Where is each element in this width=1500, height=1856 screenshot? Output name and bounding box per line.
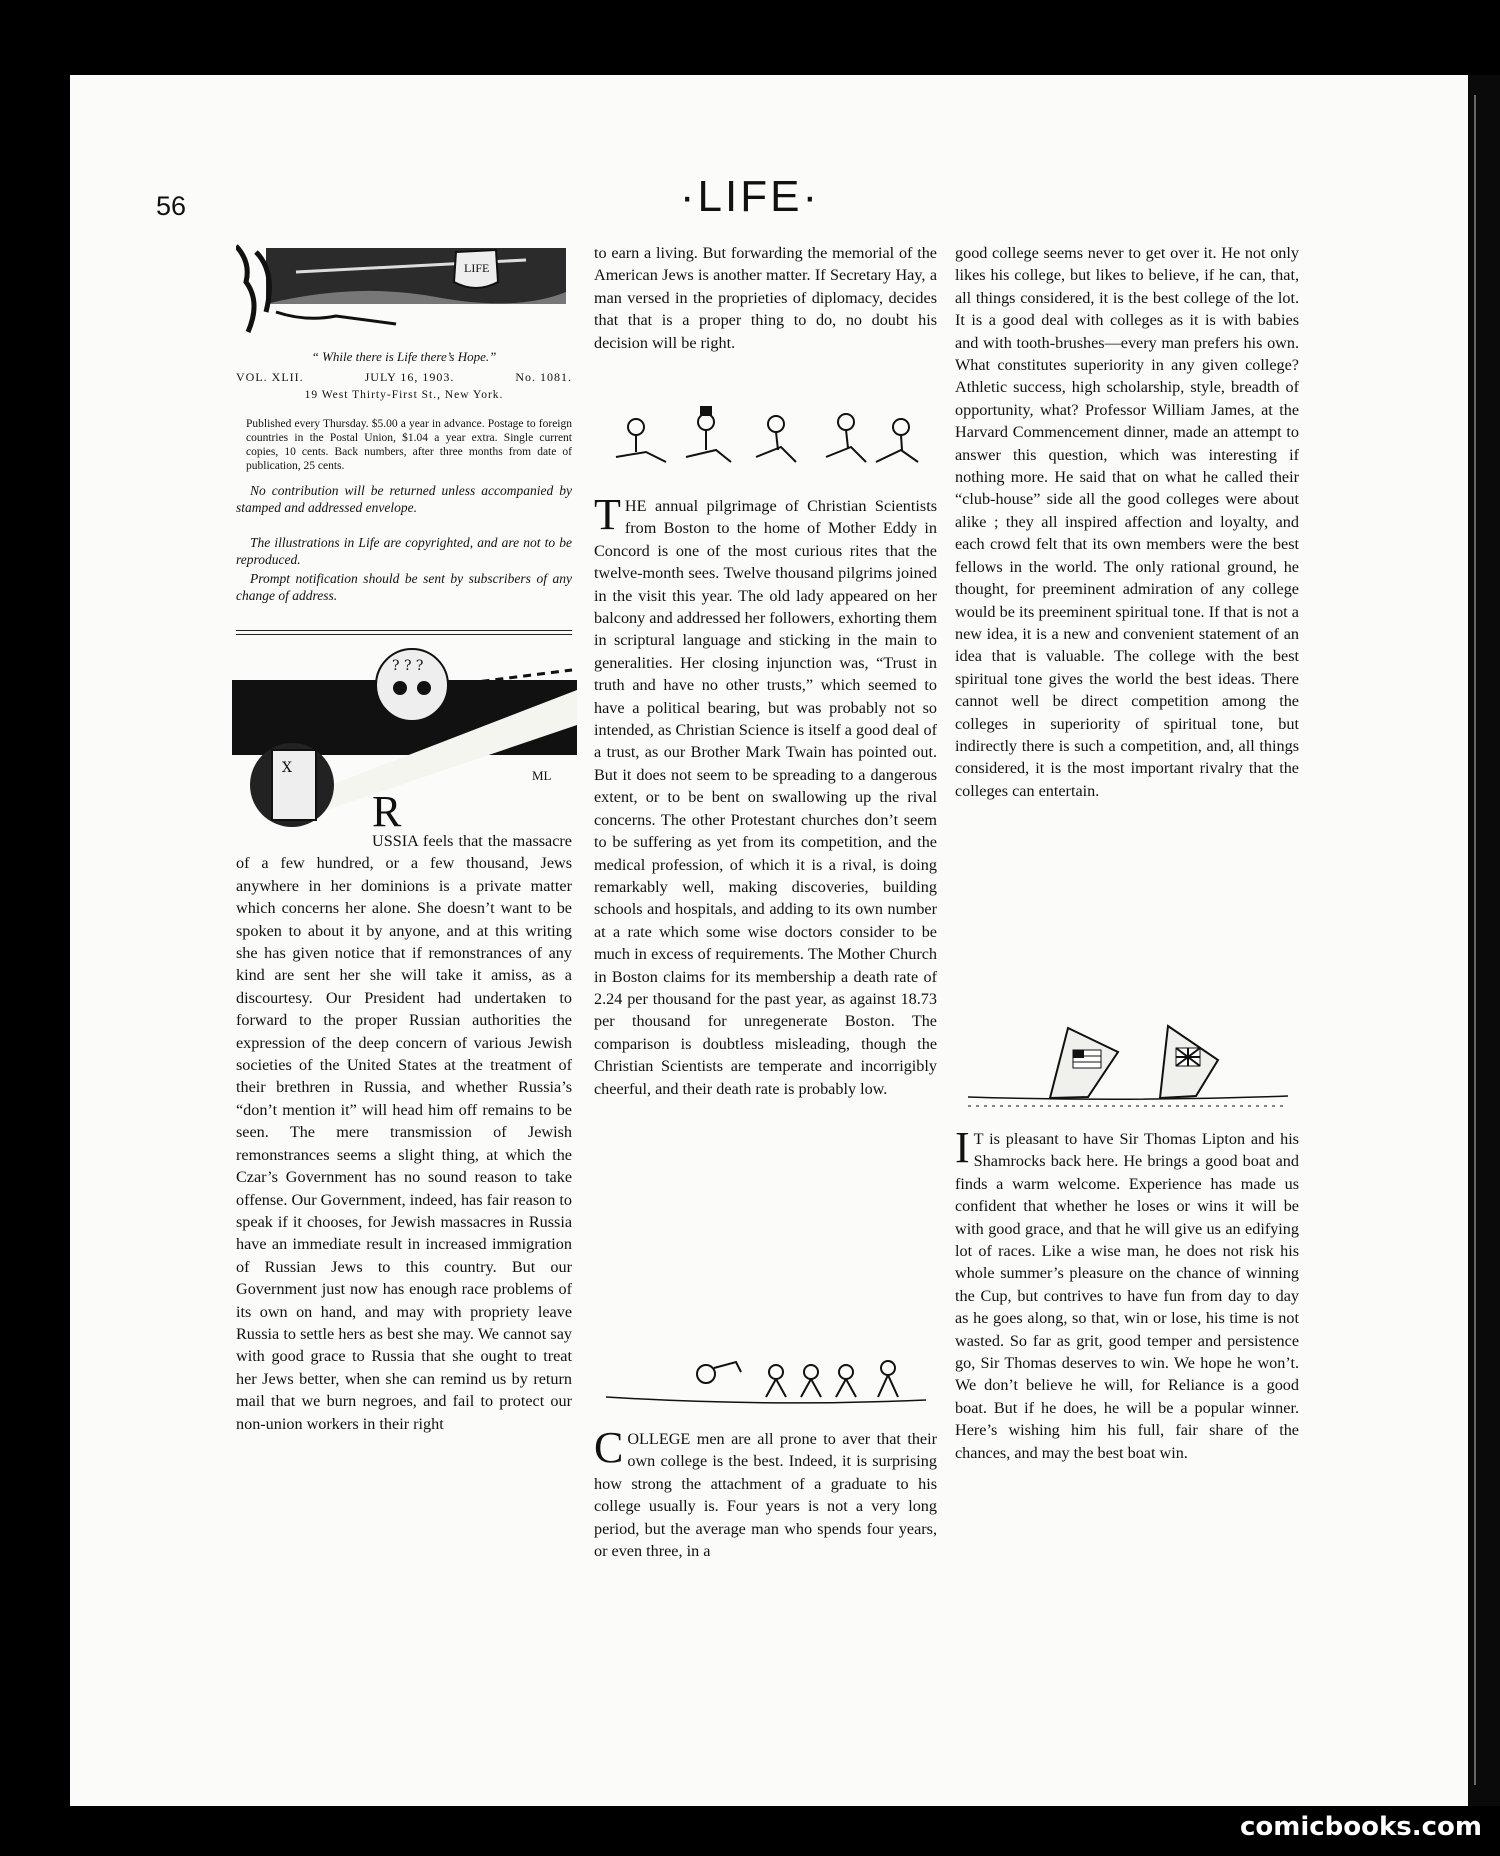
russia-dropcap: R [372,787,402,836]
artist-signature: ML [532,768,552,783]
address-change-note: Prompt notification should be sent by subscribers of any change of address. [236,571,572,603]
issue-number: No. 1081. [515,370,572,384]
marching-figures-illustration [606,402,926,472]
publication-note: Published every Thursday. $5.00 a year in advance. Postage to foreign countries in the Postal Union, $1.04 a year extra. Single current copies, 10 cents. Back numbers, after three months from date of publication, 25 cents. [246,418,572,472]
college-article-body: OLLEGE men are all prone to aver that their own college is the best. Indeed, it is surprising how strong the attachment of a graduate to his college usually is. Four years is not a very long period, but the average man who spends four years, or even three, in a [594,1430,937,1561]
svg-text:X: X [282,760,292,776]
svg-text:? ? ?: ? ? ? [392,658,424,674]
volume-line [236,370,572,385]
page-number: 56 [156,191,187,221]
yachts-illustration [968,1022,1288,1114]
russia-article [236,787,572,1435]
lipton-article-body: T is pleasant to have Sir Thomas Lipton and his Shamrocks back here. He brings a good boat and finds a warm welcome. Experience has made us confident that whether he loses or wins it will be with good grace, and that he will give us an edifying lot of races. Like a wise man, he does not risk his whole summer’s pleasure on the chance of winning the Cup, but contrives to have fun from day to day as he goes along, so that, win or lose, his time is not wasted. So far as grit, good temper and persistence go, Sir Thomas deserves to win. We hope he won’t. We don’t believe he will, for Reliance is a good boat. But if he does, he will be a popular winner. Here’s wishing him his full, fair share of the chances, and may the best boat win. [955,1130,1299,1462]
running-figures-illustration [606,1352,926,1412]
facing-page-edge [1468,75,1500,1806]
motto: “ While there is Life there’s Hope.” [311,349,497,364]
eddy-article-body: HE annual pilgrimage of Christian Scientists from Boston to the home of Mother Eddy in Concord is one of the most curious rites that the twelve-month sees. Twelve thousand pilgrims joined in the visit this year. The old lady appeared on her balcony and addressed her followers, exhorting them in scriptural language and sticking in the main to generalities. Her closing injunction was, “Trust in truth and have no other trusts,” which seemed to have a political bearing, but was probably not so intended, as Christian Science is itself a good deal of a trust, as our Brother Mark Twain has pointed out. But it does not seem to be spreading to a dangerous extent, or to be bent on swallowing up the rival concerns. The other Protestant churches don’t seem to be suffering as yet from its competition, and the medical profession, of which it is a rival, is doing remarkably well, making discoveries, building schools and hospitals, and adding to its own number at a rate which some wise doctors consider to be much in excess of requirements. The Mother Church in Boston claims for its membership a death rate of 2.24 per thousand for the past year, as against 18.73 per thousand for unregenerate Boston. The comparison is doubtless misleading, though the Christian Scientists are temperate and incorrigibly cheerful, and their death rate is probably low. [594,497,937,1098]
svg-text:LIFE: LIFE [464,261,490,275]
lipton-dropcap: I [955,1123,970,1172]
copyright-note: The illustrations in Life are copyrighted, and are not to be reproduced. [236,535,572,567]
lipton-article [955,1123,1299,1464]
issue-date: JULY 16, 1903. [364,370,455,384]
college-dropcap: C [594,1423,624,1472]
russia-article-body: USSIA feels that the massacre of a few hundred, or a few thousand, Jews anywhere in her dominions is a private matter which concerns her alone. She doesn’t want to be spoken to about it by anyone, and at this writing she has given notice that if remonstrances of any kind are sent her she will take it amiss, as a discourtesy. Our President had undertaken to forward to the proper Russian authorities the expression of the deep concern of various Jewish societies of the United States at the treatment of their brethren in Russia, and whether Russia’s “don’t mention it” will head him off remains to be seen. The mere transmission of Jewish remonstrances seems a slight thing, at which the Czar’s Government has no sound reason to take offense. Our Government, indeed, has fair reason to speak if it chooses, for Jewish massacres in Russia have an immediate result in increased immigration of Russian Jews to this country. But our Government just now has enough race problems of its own on hand, and may with propriety leave Russia to settle hers as best she may. We cannot say with good grace to Russia that she ought to treat her Jews better, when she can remind us by return mail that we burn negroes, and fail to protect our non-union workers in their right [236,832,572,1433]
eddy-dropcap: T [594,490,621,539]
college-article [594,1423,937,1562]
publisher-address: 19 West Thirty-First St., New York. [304,389,504,401]
watermark: comicbooks.com [1239,1812,1482,1842]
eddy-article [594,490,937,1100]
volume-number: VOL. XLII. [236,370,304,384]
header-vignette-illustration [236,242,572,342]
russia-article-continued: to earn a living. But forwarding the memorial of the American Jews is another matter. If Secretary Hay, a man versed in the proprieties of diplomacy, decides that that is a proper thing to do, no doubt his decision will be right. [594,244,937,352]
college-article-continued: good college seems never to get over it. He not only likes his college, but likes to believe, if he can, that, all things considered, it is the best college of the lot. It is a good deal with colleges as it is with babies and with tooth-brushes—every man prefers his own. What constitutes superiority in any given college? Athletic success, high scholarship, style, breadth of opportunity, what? Professor William James, at the Harvard Commencement dinner, made an attempt to answer this question, which was interesting if nothing more. He said that on what he called their “club-house” side all the good colleges were about alike ; they all inspired affection and loyalty, and each crowd felt that its own members were the best fellows in the world. The only rational ground, he thought, for preeminent admiration of any college would be its preeminent spiritual tone. If that is not a new idea, it is a new and convenient statement of an idea that is valuable. The college with the best spiritual tone gives the world the best ideas. There cannot well be direct competition among the colleges in superiority of spiritual tone, but indirectly there is such a competition, and, all things considered, it is the most important rivalry that the colleges can entertain. [955,244,1299,800]
contribution-note: No contribution will be returned unless accompanied by stamped and addressed envelope. [236,483,572,515]
masthead-title: ·LIFE· [679,172,821,221]
